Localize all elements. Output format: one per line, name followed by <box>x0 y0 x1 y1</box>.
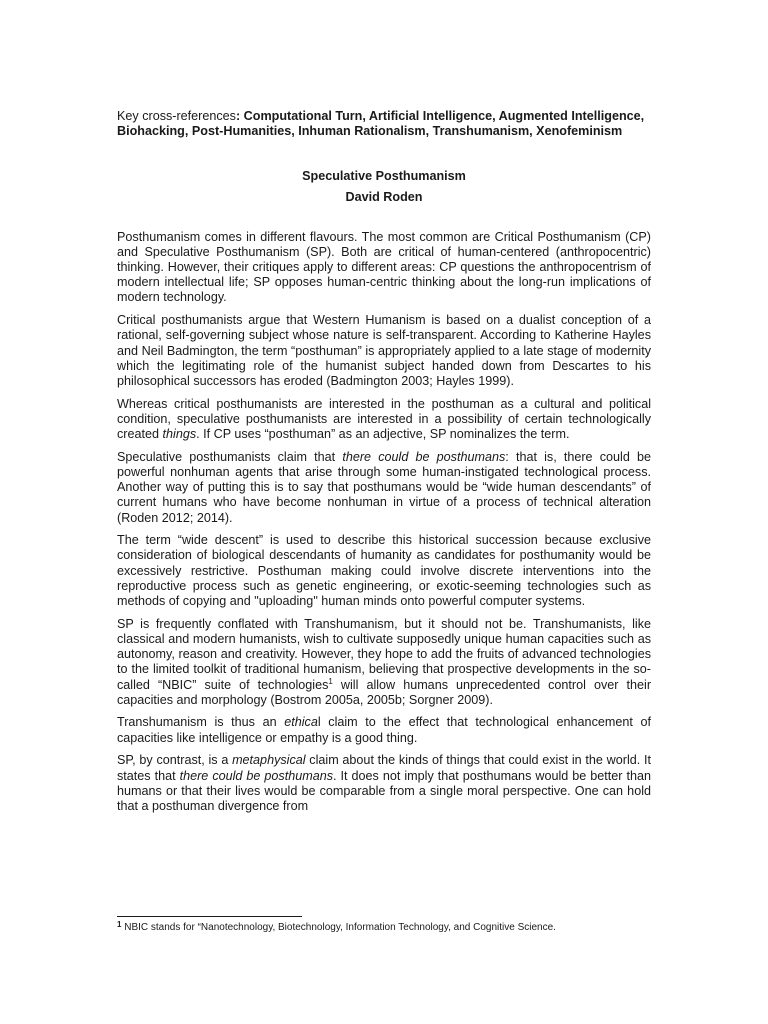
paragraph-6-text-b: will allow humans unprecedented control over their capacities and morphology (Bostrom 2005a, 2005b; Sorgner 2009). <box>117 677 652 707</box>
article-title: Speculative Posthumanism <box>302 168 466 183</box>
footnote-text: NBIC stands for “Nanotechnology, Biotechnology, Information Technology, and Cognitive Science. <box>121 922 556 933</box>
article-body <box>117 230 651 815</box>
paragraph-3-text-a: Whereas critical posthumanists are interested in the posthuman as a cultural and political condition, speculative posthumanists are interested in a possibility of certain technologically created <box>117 396 651 442</box>
paragraph-5: The term “wide descent” is used to describe this historical succession because exclusive consideration of biological descendants of humanity as candidates for posthumanity would be excessively restrictive. Posthuman making could involve discrete interventions into the reproductive process such as genetic engineering, or exotic-seeming technologies such as methods of copying and "uploading" human minds onto powerful computer systems. <box>117 533 651 609</box>
paragraph-4-text-a: Speculative posthumanists claim that <box>117 449 343 464</box>
footnote-marker: 1 <box>117 920 122 929</box>
footnote <box>117 921 677 934</box>
paragraph-3-emphasis: things <box>162 427 197 442</box>
paragraph-7-emphasis: ethica <box>284 715 318 730</box>
cross-references-lead: Key cross-references <box>117 109 236 123</box>
paragraph-7-text-a: Transhumanism is thus an <box>117 715 285 730</box>
paragraph-7 <box>117 715 651 745</box>
paragraph-7-text-b: l claim to the effect that technological enhancement of capacities like intelligence or empathy is a good thing. <box>117 715 651 745</box>
paragraph-3-text-b: . If CP uses “posthuman” as an adjective, SP nominalizes the term. <box>196 427 570 442</box>
footnote-reference[interactable]: 1 <box>328 676 333 686</box>
cross-references-terms: : Computational Turn, Artificial Intelligence, Augmented Intelligence, Biohacking, Post-Humanities, Inhuman Rationalism, Transhumanism, Xenofeminism <box>117 109 645 139</box>
paragraph-8-text-a: SP, by contrast, is a <box>117 753 233 768</box>
paragraph-8-text-b: claim about the kinds of things that could exist in the world. It states that <box>117 753 651 783</box>
page-content <box>117 109 651 822</box>
article-heading <box>117 166 651 208</box>
paragraph-6 <box>117 617 651 708</box>
paragraph-8-emphasis-2: there could be posthumans <box>179 768 334 783</box>
paragraph-2: Critical posthumanists argue that Western Humanism is based on a dualist conception of a rational, self-governing subject whose nature is self-transparent. According to Katherine Hayles and Neil Badmington, the term “posthuman” is appropriately applied to a late stage of modernity which the legitimating role of the humanist subject handed down from Descartes to his philosophical successors has eroded (Badmington 2003; Hayles 1999). <box>117 313 651 388</box>
paragraph-8-text-c: . It does not imply that posthumans would be better than humans or that their lives would be comparable from a single moral perspective. One can hold that a posthuman divergence from <box>117 768 651 813</box>
paragraph-3 <box>117 397 651 443</box>
paragraph-8-emphasis-1: metaphysical <box>232 753 306 768</box>
paragraph-1: Posthumanism comes in different flavours. The most common are Critical Posthumanism (CP) and Speculative Posthumanism (SP). Both are critical of human-centered (anthropocentric) thinking. However, their critiques apply to different areas: CP questions the anthropocentrism of modern intellectual life; SP opposes human-centric thinking about the long-run implications of modern technology. <box>117 229 651 305</box>
paragraph-8 <box>117 753 651 814</box>
article-author: David Roden <box>345 189 423 204</box>
footnote-divider <box>117 916 302 917</box>
paragraph-4 <box>117 450 651 526</box>
paragraph-4-emphasis: there could be posthumans <box>342 449 506 464</box>
paragraph-6-text-a: SP is frequently conflated with Transhumanism, but it should not be. Transhumanists, like classical and modern humanists, wish to cultivate supposedly unique human capacities such as autonomy, reason and creativity. However, they hope to add the fruits of advanced technologies to the limited toolkit of traditional humanism, believing that prospective developments in the so-called “NBIC” suite of technologies <box>117 616 651 692</box>
paragraph-4-text-b: : that is, there could be powerful nonhuman agents that arise through some human-instigated technological process. Another way of putting this is to say that posthumans would be “wide human descendants” of current humans who have become nonhuman in virtue of a process of technical alteration (Roden 2012; 2014). <box>117 449 652 525</box>
cross-references <box>117 109 651 140</box>
